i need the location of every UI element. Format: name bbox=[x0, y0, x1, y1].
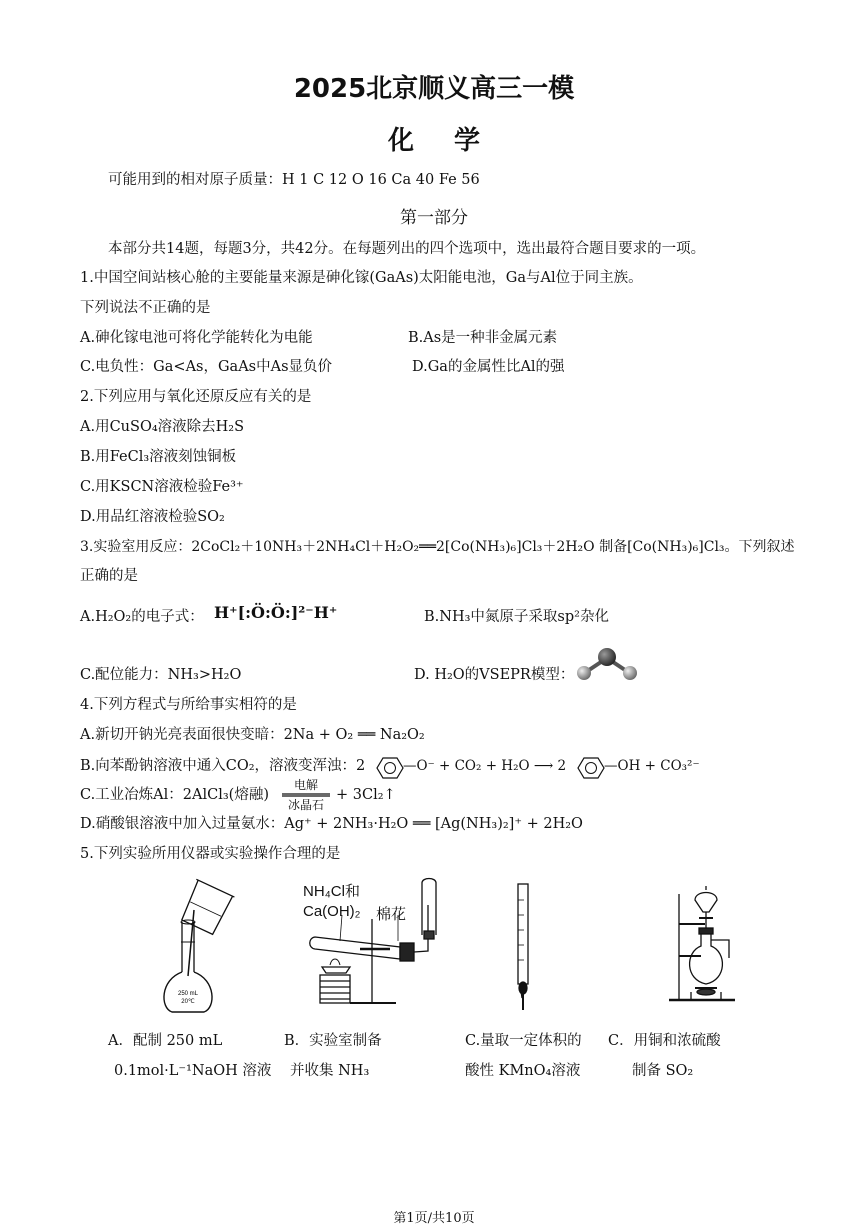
q5-option-a-line2: 0.1mol·L⁻¹NaOH 溶液 bbox=[114, 1063, 272, 1079]
q4-option-c[interactable]: C.工业冶炼Al：2AlCl₃(熔融) bbox=[80, 787, 269, 803]
q1-option-c[interactable]: C.电负性：Ga<As，GaAs中As显负价 bbox=[80, 359, 333, 375]
atomic-mass-note: 可能用到的相对原子质量：H 1 C 12 O 16 Ca 40 Fe 56 bbox=[108, 172, 480, 188]
q5-option-a-line1[interactable]: A．配制 250 mL bbox=[108, 1033, 223, 1049]
volumetric-flask-apparatus bbox=[148, 880, 243, 1015]
q3-option-a[interactable]: A.H₂O₂的电子式： bbox=[80, 609, 204, 625]
q2-option-c[interactable]: C.用KSCN溶液检验Fe³⁺ bbox=[80, 479, 244, 495]
condition-electrolysis: 电解 bbox=[293, 778, 318, 792]
benzene-ring-icon bbox=[377, 756, 403, 780]
q5-option-c-line2: 酸性 KMnO₄溶液 bbox=[465, 1063, 581, 1079]
q3-stem: 3.实验室用反应：2CoCl₂＋10NH₃＋2NH₄Cl＋H₂O₂══2[Co(NH₃)₆]Cl₃＋2H₂O 制备[Co(NH₃)₆]Cl₃。下列叙述 bbox=[80, 539, 795, 555]
q4-option-d[interactable]: D.硝酸银溶液中加入过量氨水：Ag⁺ + 2NH₃·H₂O ══ [Ag(NH₃)₂]⁺ + 2H₂O bbox=[80, 816, 583, 832]
q4-b-equation: —O⁻ + CO₂ + H₂O ⟶ 2 bbox=[403, 758, 567, 774]
q2-option-b[interactable]: B.用FeCl₃溶液刻蚀铜板 bbox=[80, 449, 237, 465]
q5-option-b-line2: 并收集 NH₃ bbox=[290, 1063, 370, 1079]
h2o2-electron-formula: H⁺[:Ö:Ö:]²⁻H⁺ bbox=[214, 603, 338, 622]
reagent-label-2: Ca(OH)₂ bbox=[303, 903, 361, 920]
q5-option-d-line1[interactable]: C．用铜和浓硫酸 bbox=[608, 1033, 721, 1049]
q2-option-a[interactable]: A.用CuSO₄溶液除去H₂S bbox=[80, 419, 245, 435]
q5-option-d-line2: 制备 SO₂ bbox=[632, 1063, 694, 1079]
q1-stem: 1.中国空间站核心舱的主要能量来源是砷化镓(GaAs)太阳能电池，Ga与Al位于同主族。 bbox=[80, 270, 643, 286]
q3-option-c[interactable]: C.配位能力：NH₃>H₂O bbox=[80, 667, 242, 683]
q3-option-b[interactable]: B.NH₃中氮原子采取sp²杂化 bbox=[424, 609, 609, 625]
q5-stem: 5.下列实验所用仪器或实验操作合理的是 bbox=[80, 846, 341, 862]
vsepr-model-image bbox=[574, 646, 638, 682]
instructions: 本部分共14题，每题3分，共42分。在每题列出的四个选项中，选出最符合题目要求的一项。 bbox=[108, 241, 706, 257]
q1-option-b[interactable]: B.As是一种非金属元素 bbox=[408, 330, 558, 346]
q4-option-a[interactable]: A.新切开钠光亮表面很快变暗：2Na + O₂ ══ Na₂O₂ bbox=[80, 727, 425, 743]
flask-capacity-label: 250 mL bbox=[177, 991, 199, 997]
q4-c-product: + 3Cl₂↑ bbox=[336, 787, 396, 803]
subject-title: 化学 bbox=[387, 126, 520, 156]
q4-option-b[interactable]: B.向苯酚钠溶液中通入CO₂，溶液变浑浊：2 bbox=[80, 758, 366, 774]
reagent-label-1: NH₄Cl和 bbox=[303, 883, 360, 900]
q2-option-d[interactable]: D.用品红溶液检验SO₂ bbox=[80, 509, 225, 525]
q3-option-d[interactable]: D. H₂O的VSEPR模型： bbox=[414, 667, 575, 683]
part-heading: 第一部分 bbox=[400, 208, 468, 228]
benzene-ring-icon bbox=[578, 756, 604, 780]
cotton-label: 棉花 bbox=[376, 905, 407, 923]
q1-option-d[interactable]: D.Ga的金属性比Al的强 bbox=[412, 359, 565, 375]
condition-cryolite: 冰晶石 bbox=[287, 798, 324, 812]
q5-option-b-line1[interactable]: B．实验室制备 bbox=[284, 1033, 382, 1049]
burette-apparatus bbox=[510, 880, 536, 1015]
q5-option-c-line1[interactable]: C.量取一定体积的 bbox=[465, 1033, 582, 1049]
ammonia-prep-apparatus bbox=[300, 875, 450, 1020]
q2-stem: 2.下列应用与氧化还原反应有关的是 bbox=[80, 389, 312, 405]
exam-title: 2025北京顺义高三一模 bbox=[293, 74, 575, 104]
so2-prep-apparatus bbox=[665, 882, 745, 1007]
flask-temperature-label: 20℃ bbox=[181, 999, 195, 1005]
q1-ask: 下列说法不正确的是 bbox=[80, 300, 211, 316]
q4-b-product: —OH + CO₃²⁻ bbox=[604, 758, 700, 774]
q4-stem: 4.下列方程式与所给事实相符的是 bbox=[80, 697, 297, 713]
page-number: 第1页/共10页 bbox=[393, 1211, 475, 1226]
q1-option-a[interactable]: A.砷化镓电池可将化学能转化为电能 bbox=[80, 330, 313, 346]
q3-stem-cont: 正确的是 bbox=[80, 568, 138, 584]
